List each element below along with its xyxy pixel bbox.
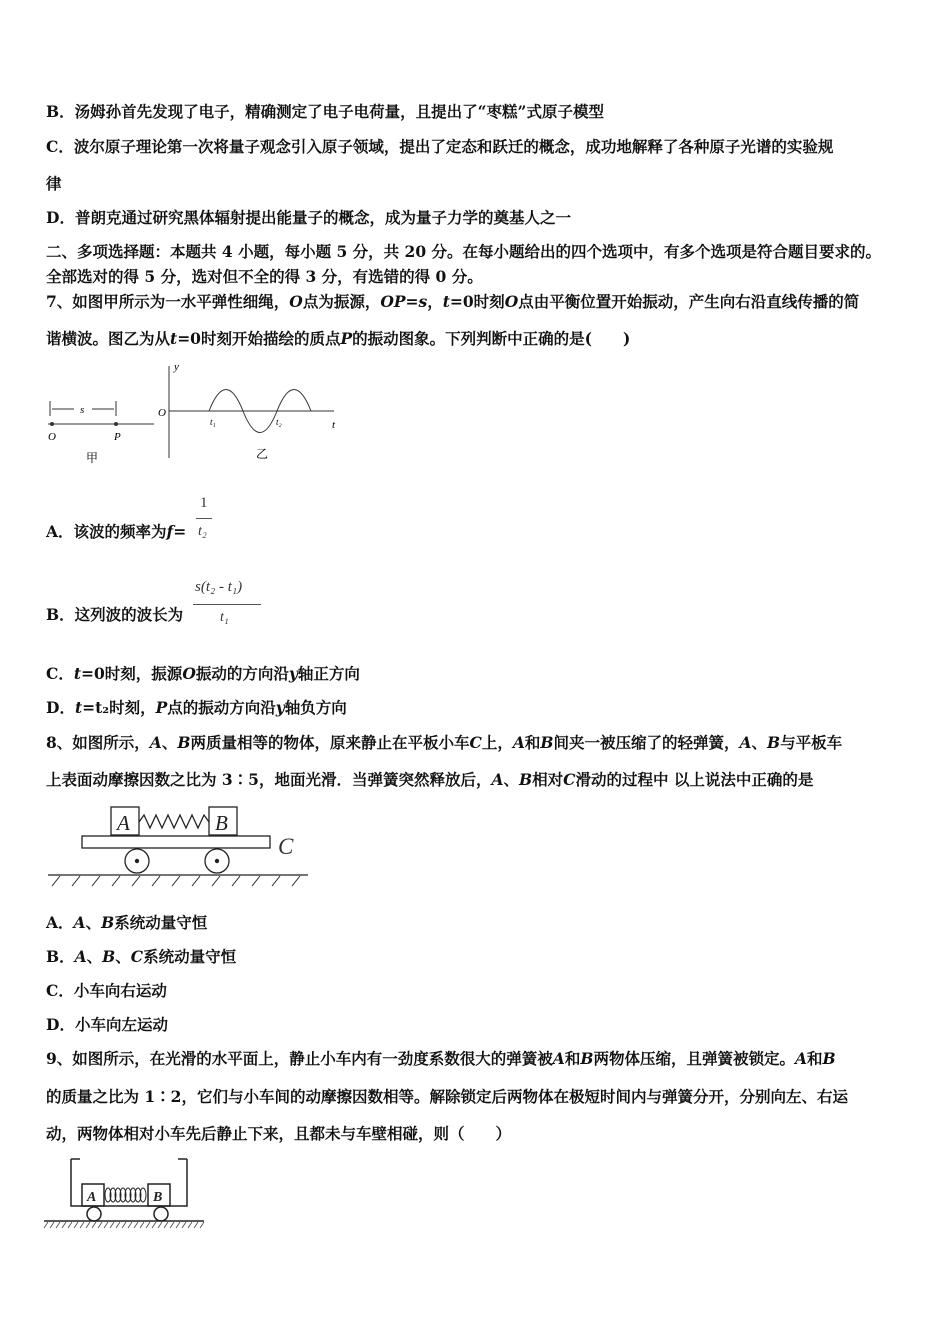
q9-stem-line2: 的质量之比为 1∶2，它们与小车间的动摩擦因数相等。解除锁定后两物体在极短时间内与弹簧分开，分别向左、右运 [46, 1087, 848, 1106]
q7-b-fraction-bar [193, 604, 261, 605]
point-o [50, 422, 54, 426]
q7-stem-line2: 谐横波。图乙为从t=0时刻开始描绘的质点P的振动图象。下列判断中正确的是( ) [46, 329, 631, 348]
q7-a-denominator: t₂ [198, 524, 207, 539]
q9-stem-line1: 9、如图所示，在光滑的水平面上，静止小车内有一劲度系数很大的弹簧被A和B两物体压缩，且弹簧被锁定。A和B [46, 1049, 836, 1068]
q6-option-c: C．波尔原子理论第一次将量子观念引入原子领域，提出了定态和跃迁的概念，成功地解释了各种原子光谱的实验规 [46, 137, 834, 156]
fig-label-b: B [153, 1190, 163, 1205]
spring [105, 1188, 146, 1202]
fig-label-b: B [215, 811, 228, 835]
q7-stem-line1: 7、如图甲所示为一水平弹性细绳，O点为振源，OP=s，t=0时刻O点由平衡位置开始振动，产生向右沿直线传播的简 [46, 292, 860, 311]
fig-label-t1: t₁ [210, 417, 216, 427]
q6-option-d: D．普朗克通过研究黑体辐射提出能量子的概念，成为量子力学的奠基人之一 [46, 208, 571, 227]
wheel-left [87, 1207, 101, 1221]
q7-option-c: C．t=0时刻，振源O振动的方向沿y轴正方向 [46, 664, 360, 683]
fig-label-origin: O [158, 407, 166, 419]
fig-label-jia: 甲 [86, 451, 99, 465]
q8-figure [46, 800, 316, 892]
fig-label-c: C [278, 834, 294, 859]
fig-label-s: s [80, 404, 85, 416]
fig-label-yi: 乙 [256, 447, 269, 461]
q8-option-a: A．A、B系统动量守恒 [46, 913, 208, 932]
fig-label-a: A [87, 1190, 97, 1205]
spring [139, 815, 209, 828]
q7-option-b: B．这列波的波长为 [46, 605, 184, 624]
fig-label-y: y [174, 361, 179, 373]
point-p [114, 422, 118, 426]
q6-option-b: B．汤姆孙首先发现了电子，精确测定了电子电荷量，且提出了“枣糕”式原子模型 [46, 102, 604, 121]
q7-option-a: A．该波的频率为f= [46, 522, 187, 541]
q7-b-numerator: s(t₂ - t₁) [195, 579, 243, 595]
q8-stem-line1: 8、如图所示，A、B两质量相等的物体，原来静止在平板小车C上，A和B间夹一被压缩了的轻弹簧，A、B与平板车 [46, 733, 843, 752]
section2-instructions-1: 二、多项选择题：本题共 4 小题，每小题 5 分，共 20 分。在每小题给出的四个选项中，有多个选项是符合题目要求的。 [46, 242, 882, 261]
fig-label-p: P [114, 431, 121, 443]
q8-option-d: D．小车向左运动 [46, 1015, 168, 1034]
fig-label-t2: t₂ [276, 417, 282, 427]
q7-option-d: D．t=t₂时刻，P点的振动方向沿y轴负方向 [46, 698, 347, 717]
q6-option-c-cont: 律 [46, 174, 62, 193]
cart-board [82, 836, 270, 848]
q8-option-c: C．小车向右运动 [46, 981, 167, 1000]
fig-label-o: O [48, 431, 56, 443]
q9-figure [44, 1155, 214, 1230]
q7-figure [44, 358, 344, 468]
q7-b-denominator: t₁ [220, 610, 229, 625]
fig-label-a: A [117, 811, 130, 835]
q9-stem-line3: 动，两物体相对小车先后静止下来，且都未与车壁相碰，则（ ） [46, 1124, 512, 1143]
q7-a-fraction-bar [196, 518, 212, 519]
q7-a-numerator: 1 [200, 495, 208, 511]
q8-option-b: B．A、B、C系统动量守恒 [46, 947, 237, 966]
q8-stem-line2: 上表面动摩擦因数之比为 3∶5，地面光滑．当弹簧突然释放后，A、B相对C滑动的过程中 以上说法中正确的是 [46, 770, 814, 789]
fig-label-t: t [332, 419, 336, 431]
wheel-right [154, 1207, 168, 1221]
section2-instructions-2: 全部选对的得 5 分，选对但不全的得 3 分，有选错的得 0 分。 [46, 267, 483, 286]
